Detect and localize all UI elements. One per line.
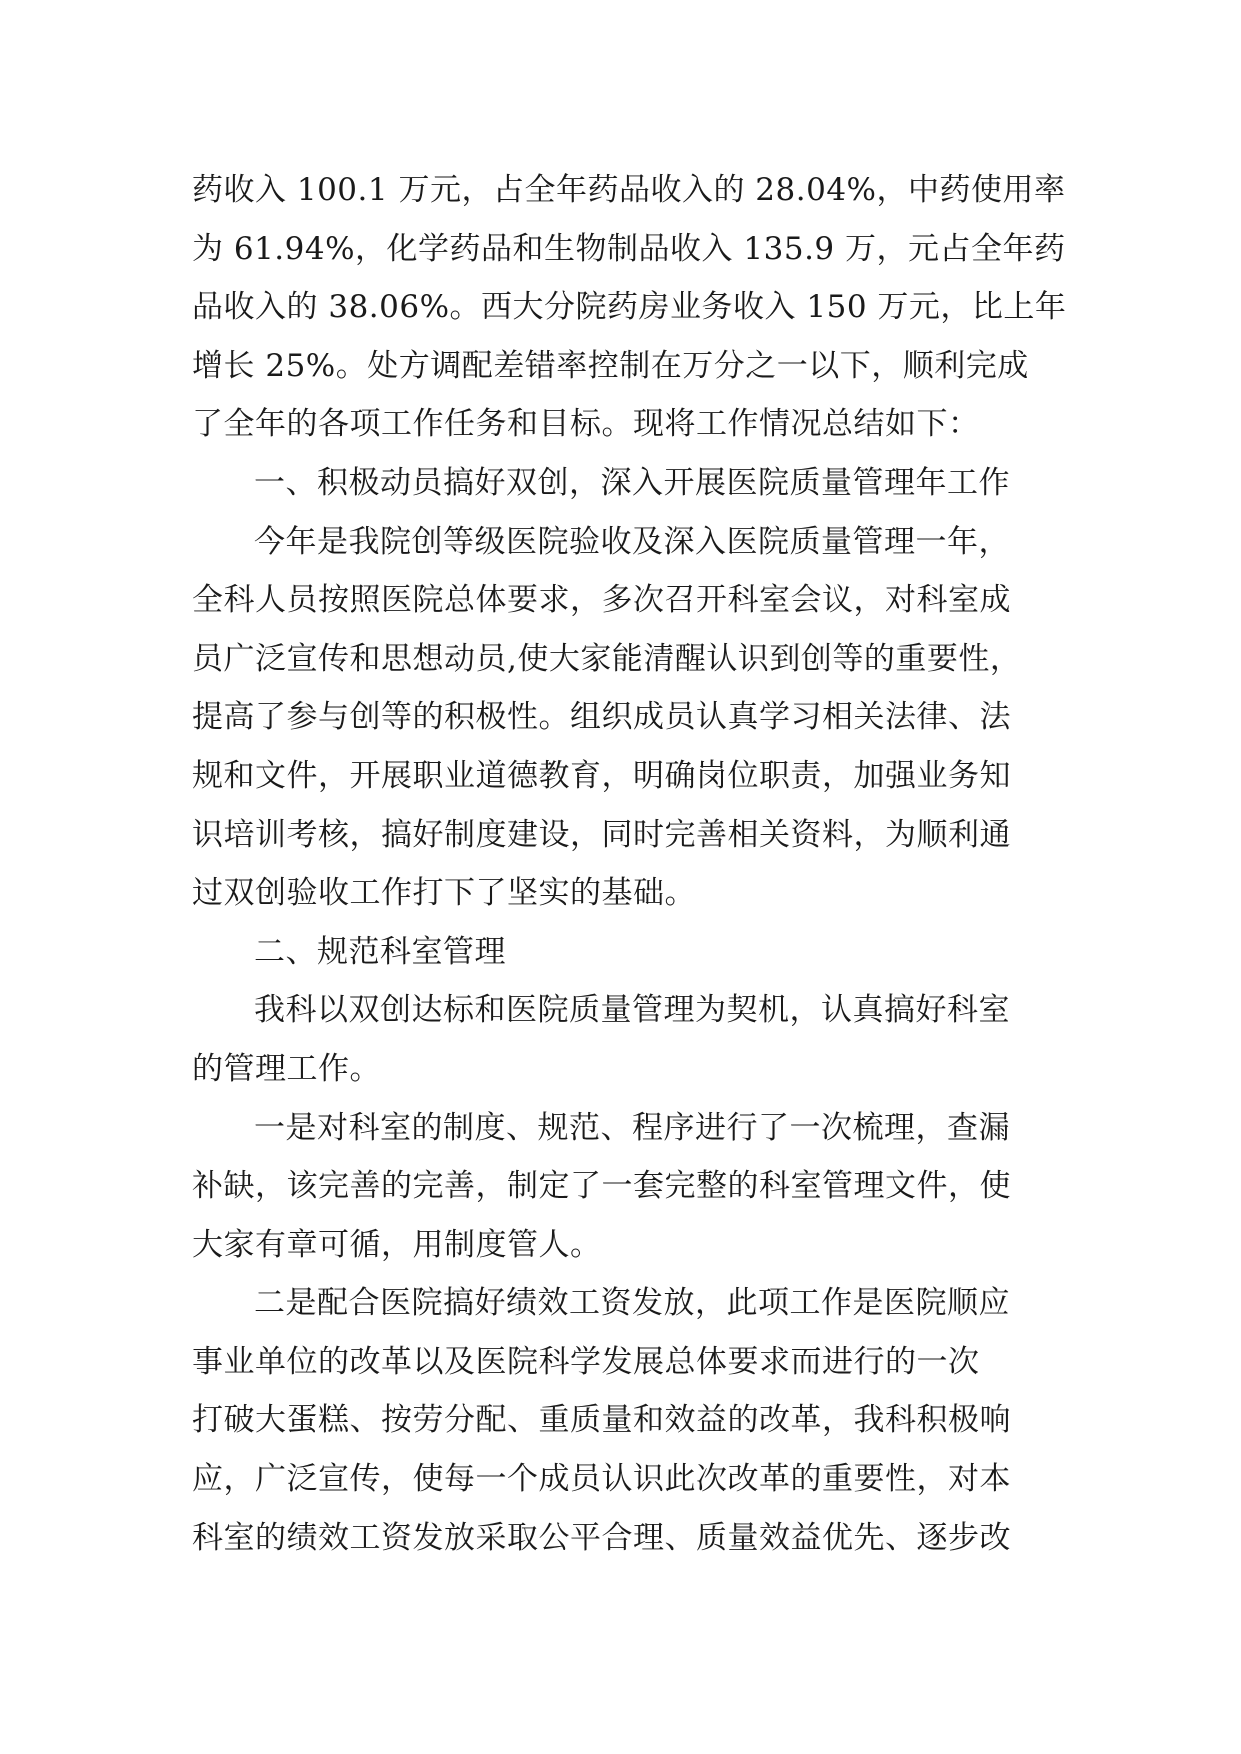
text-line: 提高了参与创等的积极性。组织成员认真学习相关法律、法 [192, 699, 1011, 736]
text-line: 规和文件，开展职业道德教育，明确岗位职责，加强业务知 [192, 757, 1011, 794]
text-line: 全科人员按照医院总体要求，多次召开科室会议，对科室成 [192, 582, 1011, 619]
paragraph-income-summary [192, 161, 1067, 454]
text-line: 药收入 100.1 万元，占全年药品收入的 28.04%，中药使用率 [192, 172, 1066, 208]
text-line: 的管理工作。 [192, 1050, 381, 1087]
heading-text: 二、规范科室管理 [254, 933, 506, 970]
heading-text: 一、积极动员搞好双创，深入开展医院质量管理年工作 [254, 464, 1010, 501]
text-line: 事业单位的改革以及医院科学发展总体要求而进行的一次 [192, 1343, 980, 1380]
text-line: 补缺，该完善的完善，制定了一套完整的科室管理文件，使 [192, 1168, 1011, 1205]
text-line: 识培训考核，搞好制度建设，同时完善相关资料，为顺利通 [192, 816, 1011, 853]
paragraph-section-1-body [192, 513, 1052, 923]
text-line: 增长 25%。处方调配差错率控制在万分之一以下，顺利完成 [192, 347, 1029, 384]
text-line: 为 61.94%，化学药品和生物制品收入 135.9 万，元占全年药 [192, 230, 1066, 267]
text-line: 了全年的各项工作任务和目标。现将工作情况总结如下： [192, 406, 980, 443]
text-line: 大家有章可循，用制度管人。 [192, 1226, 602, 1263]
text-line: 打破大蛋糕、按劳分配、重质量和效益的改革，我科积极响 [192, 1402, 1011, 1439]
paragraph-section-2-intro [192, 981, 1052, 1098]
text-line: 科室的绩效工资发放采取公平合理、质量效益优先、逐步改 [192, 1519, 1011, 1556]
paragraph-point-1 [192, 1099, 1052, 1275]
paragraph-point-2 [192, 1274, 1052, 1567]
text-line: 应，广泛宣传，使每一个成员认识此次改革的重要性，对本 [192, 1461, 1011, 1498]
text-line: 二是配合医院搞好绩效工资发放，此项工作是医院顺应 [254, 1285, 1010, 1322]
text-line: 员广泛宣传和思想动员,使大家能清醒认识到创等的重要性， [192, 640, 1022, 677]
document-body [192, 161, 1067, 1567]
text-line: 品收入的 38.06%。西大分院药房业务收入 150 万元，比上年 [192, 289, 1067, 326]
text-line: 今年是我院创等级医院验收及深入医院质量管理一年， [254, 523, 1010, 560]
section-heading-1 [192, 454, 1052, 513]
text-line: 过双创验收工作打下了坚实的基础。 [192, 875, 696, 912]
section-heading-2 [192, 923, 1052, 982]
text-line: 我科以双创达标和医院质量管理为契机，认真搞好科室 [254, 992, 1010, 1029]
text-line: 一是对科室的制度、规范、程序进行了一次梳理，查漏 [254, 1109, 1010, 1146]
